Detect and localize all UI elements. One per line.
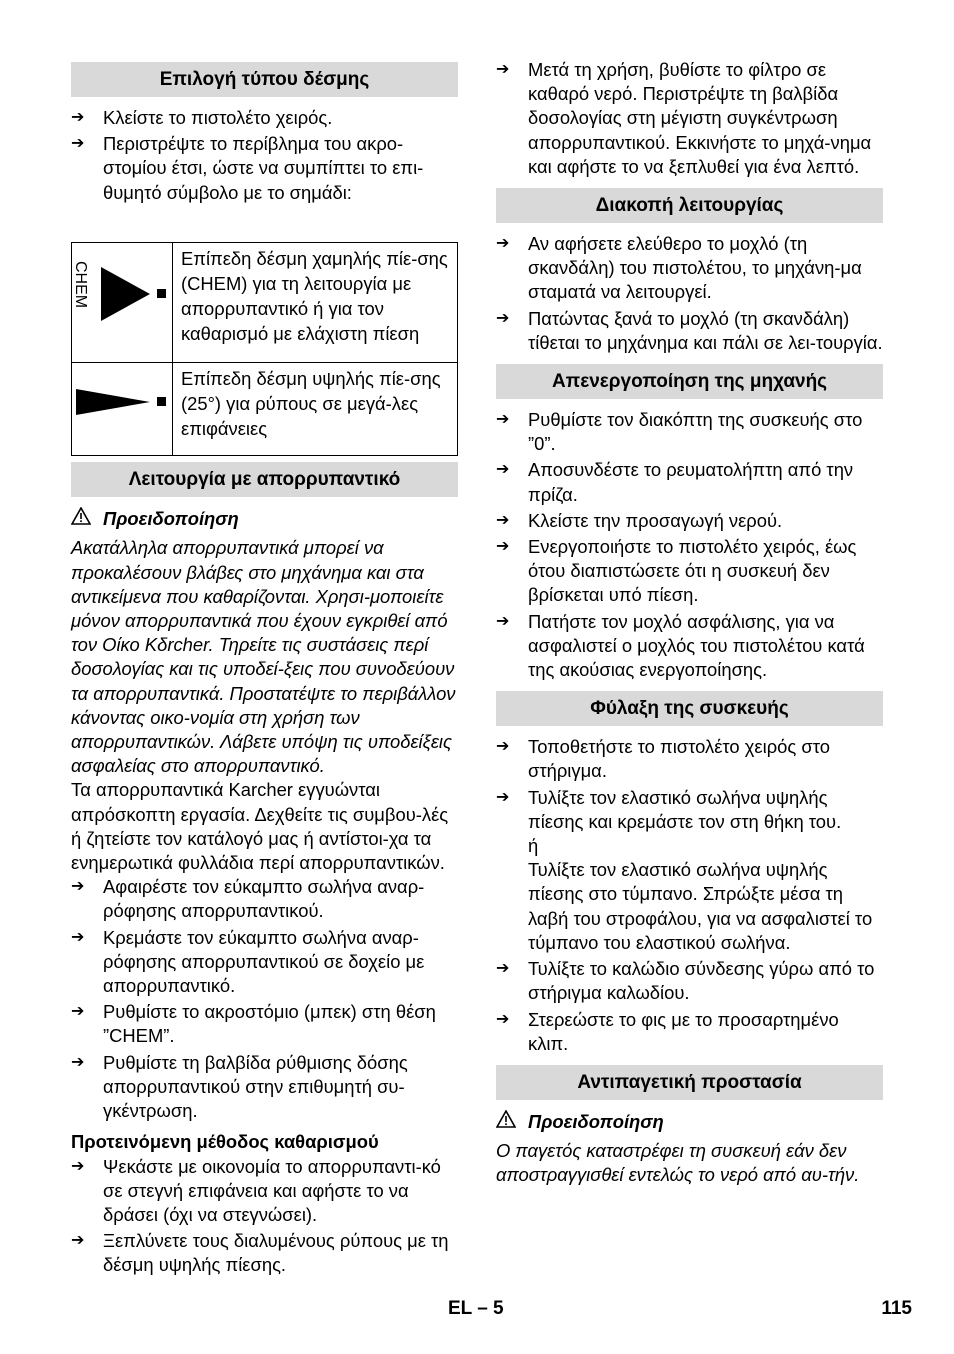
arrow-right-icon: [71, 132, 103, 156]
list-item: ➔ Στερεώστε το φις με το προσαρτημένο κλιπ.: [496, 1008, 883, 1056]
warning-triangle-icon: [71, 507, 93, 531]
section-heading-beam-selection: Επιλογή τύπου δέσμης: [71, 62, 458, 97]
list-item: ➔ Ψεκάστε με οικονομία το απορρυπαντι-κό σε στεγνή επιφάνεια και αφήστε το να δράσει (όχι να στεγνώσει).: [71, 1155, 458, 1228]
list-item: ➔ Κλείστε το πιστολέτο χειρός.: [71, 106, 458, 130]
section-heading-shutdown: Απενεργοποίηση της μηχανής: [496, 364, 883, 399]
right-column: [496, 58, 883, 1188]
arrow-right-icon: [71, 1051, 103, 1075]
list-item: ➔ Πατήστε τον μοχλό ασφάλισης, για να ασφαλιστεί ο μοχλός του πιστολέτου κατά της ακούσιας ενεργοποίησης.: [496, 610, 883, 683]
arrow-right-icon: [496, 957, 528, 981]
section-heading-frost-protection: Αντιπαγετική προστασία: [496, 1065, 883, 1100]
section-heading-storage: Φύλαξη της συσκευής: [496, 691, 883, 726]
paragraph: Τα απορρυπαντικά Karcher εγγυώνται απρόσκοπτη εργασία. Δεχθείτε τις συμβου-λές ή ζητείστε τον κατάλογό μας ή αντίστοι-χα τα ενημερωτικά φυλλάδια περί απορρυπαντικών.: [71, 779, 449, 874]
low-pressure-symbol-cell: [72, 242, 173, 362]
arrow-right-icon: [496, 1008, 528, 1032]
high-pressure-symbol-cell: [72, 363, 173, 456]
list-item: ➔ Ξεπλύνετε τους διαλυμένους ρύπους με τη δέσμη υψηλής πίεσης.: [71, 1229, 458, 1277]
table-row: [72, 363, 458, 456]
arrow-right-icon: [71, 106, 103, 130]
low-pressure-description: Επίπεδη δέσμη χαμηλής πίε-σης (CHEM) για τη λειτουργία με απορρυπαντικό ή για τον καθαρισμό με ελάχιστη πίεση: [173, 242, 458, 362]
arrow-right-icon: [496, 458, 528, 482]
arrow-right-icon: [496, 307, 528, 331]
list-item: ➔ Τοποθετήστε το πιστολέτο χειρός στο στήριγμα.: [496, 735, 883, 783]
high-pressure-description: Επίπεδη δέσμη υψηλής πίε-σης (25°) για ρύπους σε μεγά-λες επιφάνειες: [173, 363, 458, 456]
warning-title: Προειδοποίηση: [71, 507, 458, 531]
arrow-right-icon: [71, 1000, 103, 1024]
footer-language-page: EL – 5: [448, 1298, 504, 1319]
list-item: ➔ Κλείστε την προσαγωγή νερού.: [496, 509, 883, 533]
warning-text: Ακατάλληλα απορρυπαντικά μπορεί να προκαλέσουν βλάβες στο μηχάνημα και στα αντικείμενα που καθαρίζονται. Χρησι-μοποιείτε μόνον απορρυπαντικά που έχουν εγκριθεί από τον Οίκο Kδrcher. Τηρείτε τις συστάσεις περί δοσολογίας και τις υποδεί-ξεις που συνοδεύουν τα απορρυπαντικά. Προστατέψτε το περιβάλλον κάνοντας οικο-νομία στη χρήση των απορρυπαντικών. Λάβετε υπόψη τις υποδείξεις ασφαλείας στο απορρυπαντικό.: [71, 537, 456, 777]
or-separator: ή: [528, 835, 539, 857]
list-item: ➔ Πατώντας ξανά το μοχλό (τη σκανδάλη) τίθεται το μηχάνημα και πάλι σε λει-τουργία.: [496, 307, 883, 355]
list-item: ➔ Ρυθμίστε τη βαλβίδα ρύθμισης δόσης απορρυπαντικού στην επιθυμητή συ-γκέντρωση.: [71, 1051, 458, 1124]
list-item: ➔ Ενεργοποιήστε το πιστολέτο χειρός, έως ότου διαπιστώσετε ότι η συσκευή δεν βρίσκεται υπό πίεση.: [496, 535, 883, 608]
page-number: 115: [881, 1298, 912, 1319]
arrow-right-icon: [496, 408, 528, 432]
list-item: ➔ Αφαιρέστε τον εύκαμπτο σωλήνα αναρ-ρόφησης απορρυπαντικού.: [71, 875, 458, 923]
list-item: ➔ Κρεμάστε τον εύκαμπτο σωλήνα αναρ-ρόφησης απορρυπαντικού σε δοχείο με απορρυπαντικό.: [71, 926, 458, 999]
warning-title: Προειδοποίηση: [496, 1110, 883, 1134]
warning-triangle-icon: [496, 1110, 518, 1134]
list-item: ➔ Τυλίξτε το καλώδιο σύνδεσης γύρω από το στήριγμα καλωδίου.: [496, 957, 883, 1005]
subheading-recommended-method: Προτεινόμενη μέθοδος καθαρισμού: [71, 1131, 379, 1153]
list-item: ➔ Τυλίξτε τον ελαστικό σωλήνα υψηλής πίεσης και κρεμάστε τον στη θήκη του. ή Τυλίξτε τον ελαστικό σωλήνα υψηλής πίεσης στο τύμπανο. Σπρώξτε μέσα τη λαβή του στροφάλου, για να ασφαλιστεί το τύμπανο του ελαστικού σωλήνα.: [496, 786, 883, 955]
warning-text: Ο παγετός καταστρέφει τη συσκευή εάν δεν αποστραγγισθεί εντελώς το νερό από αυ-τήν.: [496, 1140, 860, 1186]
left-column: [71, 62, 458, 1278]
section-heading-detergent-operation: Λειτουργία με απορρυπαντικό: [71, 462, 458, 497]
arrow-right-icon: [496, 232, 528, 256]
table-row: [72, 242, 458, 362]
arrow-right-icon: [496, 735, 528, 759]
arrow-right-icon: [71, 1155, 103, 1179]
list-item: ➔ Ρυθμίστε το ακροστόμιο (μπεκ) στη θέση ”CHEM”.: [71, 1000, 458, 1048]
beam-symbol-table: [71, 242, 458, 456]
list-item: ➔ Αποσυνδέστε το ρευματολήπτη από την πρίζα.: [496, 458, 883, 506]
list-item: ➔ Ρυθμίστε τον διακόπτη της συσκευής στο ”0”.: [496, 408, 883, 456]
arrow-right-icon: [496, 786, 528, 810]
arrow-right-icon: [496, 610, 528, 634]
arrow-right-icon: [496, 58, 528, 82]
arrow-right-icon: [496, 535, 528, 559]
arrow-right-icon: [496, 509, 528, 533]
section-heading-stop-operation: Διακοπή λειτουργίας: [496, 188, 883, 223]
chem-symbol-label: CHEM: [72, 260, 89, 308]
list-item: ➔ Μετά τη χρήση, βυθίστε το φίλτρο σε καθαρό νερό. Περιστρέψτε τη βαλβίδα δοσολογίας στη μέγιστη συγκέντρωση απορρυπαντικού. Εκκινήστε το μηχά-νημα και αφήστε το να ξεπλυθεί για ένα λεπτό.: [496, 58, 883, 179]
arrow-right-icon: [71, 1229, 103, 1253]
chem-nozzle-symbol-icon: [72, 243, 172, 356]
list-item: ➔ Περιστρέψτε το περίβλημα του ακρο-στομίου έτσι, ώστε να συμπίπτει το επι-θυμητό σύμβολο με το σημάδι:: [71, 132, 458, 205]
high-pressure-nozzle-symbol-icon: [72, 363, 172, 449]
list-item: ➔ Αν αφήσετε ελεύθερο το μοχλό (τη σκανδάλη) του πιστολέτου, το μηχάνη-μα σταματά να λειτουργεί.: [496, 232, 883, 305]
arrow-right-icon: [71, 875, 103, 899]
arrow-right-icon: [71, 926, 103, 950]
